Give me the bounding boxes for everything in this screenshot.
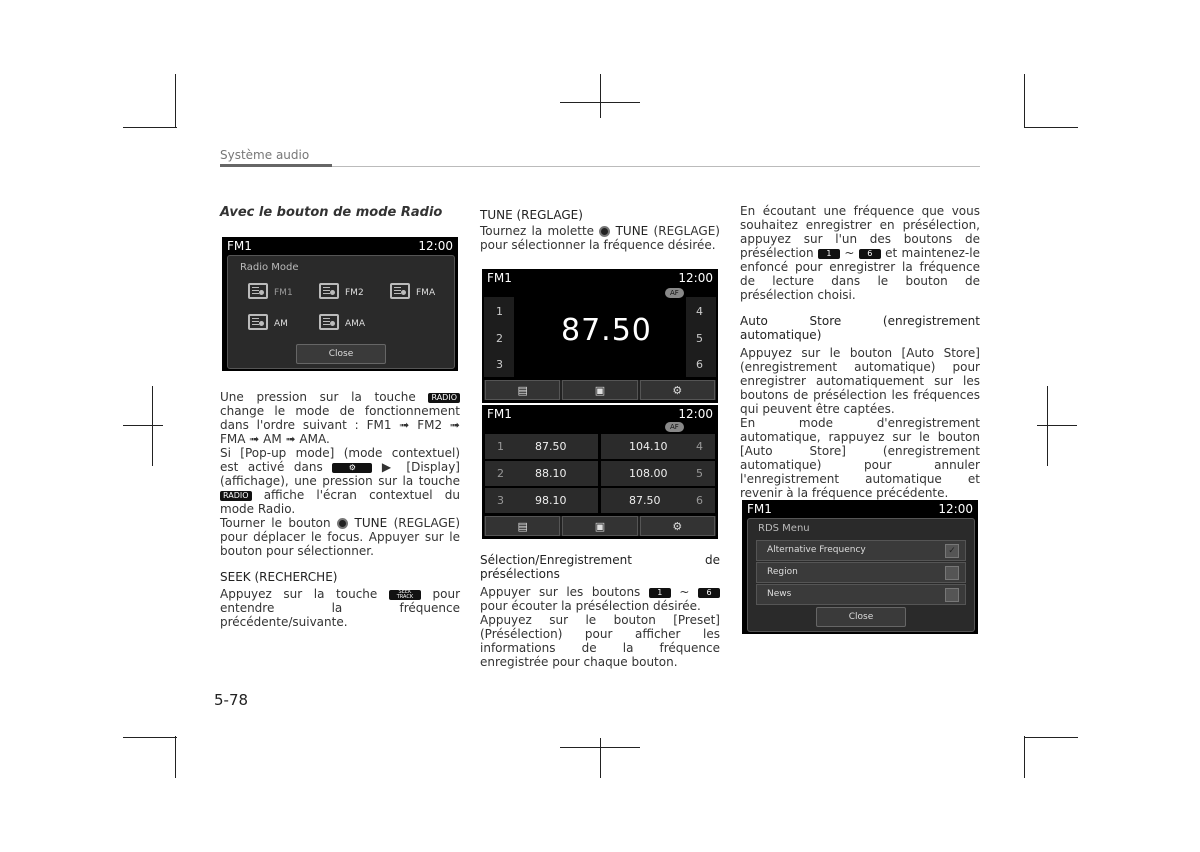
clock: 12:00: [678, 407, 713, 421]
tune-title: TUNE (REGLAGE): [480, 208, 583, 222]
radio-icon[interactable]: [319, 314, 339, 330]
preset-cell[interactable]: [485, 461, 598, 486]
header-rule-accent: [220, 164, 332, 167]
column-2: [480, 208, 720, 252]
radio-icon[interactable]: [319, 283, 339, 299]
preset-cell[interactable]: [601, 434, 715, 459]
text: pour écouter la présélection désirée.: [480, 599, 701, 613]
text: change le mode de fonctionnement dans l'ordre suivant : FM1 ➟ FM2 ➟ FMA ➟ AM ➟ AMA.: [220, 404, 460, 446]
preset-key-6: 6: [698, 588, 720, 598]
band-label: FM1: [487, 407, 512, 421]
crop-mark: [1037, 425, 1077, 426]
preset-frequency: 87.50: [629, 494, 661, 507]
close-button[interactable]: Close: [816, 607, 906, 627]
rds-item-label: Region: [767, 567, 798, 577]
list-icon: ▤: [517, 519, 528, 533]
text: affiche l'écran contextuel du mode Radio.: [220, 488, 460, 516]
mode-ama[interactable]: AMA: [345, 319, 366, 329]
preset-frequency: 98.10: [535, 494, 567, 507]
panel-title: RDS Menu: [758, 523, 810, 534]
preset-6[interactable]: 6: [696, 358, 703, 371]
band-label: FM1: [487, 271, 512, 285]
crop-mark: [600, 74, 601, 118]
column-1: [220, 206, 460, 220]
mode-fm1[interactable]: FM1: [274, 288, 293, 298]
gear-icon: ⚙: [672, 519, 683, 533]
preset-cell[interactable]: [601, 488, 715, 513]
settings-button[interactable]: [640, 380, 715, 400]
text: En écoutant une fréquence que vous souhaitez enregistrer en présélection, appuyez sur l'un des boutons de présélection: [740, 204, 980, 260]
preset-screen: [482, 405, 718, 539]
crop-mark: [123, 425, 163, 426]
radio-icon[interactable]: [248, 314, 268, 330]
checkbox[interactable]: [945, 588, 959, 602]
crop-mark: [1024, 127, 1078, 128]
af-badge: AF: [665, 422, 684, 432]
paragraph: Appuyez sur le bouton [Auto Store] (enregistrement automatique) pour enregistrer automatiquement sur les boutons de présélection les fréquences qui peuvent être captées.: [740, 346, 980, 416]
toolbar: [484, 380, 716, 400]
preset-frequency: 88.10: [535, 467, 567, 480]
rds-item-alternative-frequency[interactable]: [756, 540, 966, 561]
clock: 12:00: [938, 502, 973, 516]
rds-menu-panel: [747, 518, 975, 632]
section-header: Système audio: [220, 148, 310, 162]
mode-am[interactable]: AM: [274, 319, 288, 329]
crop-mark: [123, 127, 177, 128]
radio-icon[interactable]: [248, 283, 268, 299]
crop-mark: [1024, 736, 1025, 778]
paragraph: En mode d'enregistrement automatique, rappuyez sur le bouton [Auto Store] (enregistrement automatique) pour annuler l'enregistrement automatique et revenir à la fréquence précédente.: [740, 416, 980, 500]
crop-mark: [560, 102, 640, 103]
rds-item-news[interactable]: [756, 584, 966, 605]
crop-mark: [600, 738, 601, 778]
preset-list-button[interactable]: [485, 380, 560, 400]
knob-icon: [337, 518, 348, 529]
preset-section-title: Sélection/Enregistrement de présélections: [480, 553, 720, 581]
crop-mark: [1024, 737, 1078, 738]
preset-key-1: 1: [649, 588, 671, 598]
radio-icon: ▣: [594, 519, 606, 533]
clock: 12:00: [678, 271, 713, 285]
tune-label: TUNE: [354, 516, 388, 530]
header-rule: [220, 166, 980, 167]
preset-number: 4: [696, 440, 703, 453]
preset-cell[interactable]: [485, 488, 598, 513]
preset-3[interactable]: 3: [496, 358, 503, 371]
text: Une pression sur la touche: [220, 390, 416, 404]
text: pour entendre la fréquence précédente/suivante.: [220, 587, 460, 629]
setup-key: ⚙: [332, 463, 372, 473]
checkbox[interactable]: ✓: [945, 544, 959, 558]
radio-icon[interactable]: [390, 283, 410, 299]
rds-item-label: Alternative Frequency: [767, 545, 866, 555]
preset-frequency: 108.00: [629, 467, 668, 480]
tune-label: TUNE: [615, 224, 649, 238]
crop-mark: [560, 747, 640, 748]
text: ~: [679, 585, 690, 599]
preset-number: 5: [696, 467, 703, 480]
gear-icon: ⚙: [672, 383, 683, 397]
close-button[interactable]: Close: [296, 344, 386, 364]
clock: 12:00: [418, 239, 453, 253]
mode-fm2[interactable]: FM2: [345, 288, 364, 298]
page-number: 5-78: [214, 691, 249, 709]
auto-store-title: Auto Store (enregistrement automatique): [740, 314, 980, 342]
paragraph: Appuyez sur le bouton [Preset] (Présélection) pour afficher les informations de la fréquence enregistrée pour chaque bouton.: [480, 613, 720, 669]
column-3: [740, 204, 980, 500]
preset-key-1: 1: [818, 249, 840, 259]
text: Appuyez sur la touche: [220, 587, 378, 601]
preset-number: 3: [497, 494, 504, 507]
preset-number: 2: [497, 467, 504, 480]
text: Tourner le bouton: [220, 516, 331, 530]
rds-item-label: News: [767, 589, 792, 599]
checkbox[interactable]: [945, 566, 959, 580]
af-badge: AF: [665, 288, 684, 298]
text: ~: [844, 246, 855, 260]
preset-4[interactable]: 4: [696, 305, 703, 318]
mode-fma[interactable]: FMA: [416, 288, 436, 298]
column-2-text: [480, 553, 720, 669]
preset-frequency: 87.50: [535, 440, 567, 453]
settings-button[interactable]: [640, 516, 715, 536]
toolbar: [484, 516, 716, 536]
radio-key: RADIO: [428, 393, 460, 403]
radio-key: RADIO: [220, 491, 252, 501]
band-label: FM1: [227, 239, 252, 253]
radio-button[interactable]: [562, 380, 637, 400]
preset-number: 6: [696, 494, 703, 507]
list-icon: ▤: [517, 383, 528, 397]
preset-1[interactable]: 1: [496, 305, 503, 318]
radio-mode-panel: [227, 255, 455, 369]
preset-cell[interactable]: [601, 461, 715, 486]
knob-icon: [599, 226, 610, 237]
preset-list-button[interactable]: [485, 516, 560, 536]
seek-track-key: SEEK TRACK: [389, 590, 421, 600]
text: et maintenez-le enfoncé pour enregistrer la fréquence de lecture dans le bouton de présélection choisi.: [740, 246, 980, 302]
rds-menu-screen: [742, 500, 978, 634]
text: Tournez la molette: [480, 224, 595, 238]
seek-title: SEEK (RECHERCHE): [220, 570, 338, 584]
rds-item-region[interactable]: [756, 562, 966, 583]
preset-number: 1: [497, 440, 504, 453]
text: Appuyer sur les boutons: [480, 585, 641, 599]
tune-screen: [482, 269, 718, 403]
column-1-text: [220, 390, 460, 629]
preset-frequency: 104.10: [629, 440, 668, 453]
preset-key-6: 6: [859, 249, 881, 259]
crop-mark: [123, 737, 177, 738]
crop-mark: [175, 736, 176, 778]
text: Si [Pop-up mode] (mode contextuel) est activé dans: [220, 446, 460, 474]
radio-mode-screen: [222, 237, 458, 371]
crop-mark: [152, 386, 153, 466]
preset-2[interactable]: 2: [496, 332, 503, 345]
panel-title: Radio Mode: [240, 262, 299, 273]
crop-mark: [1024, 74, 1025, 128]
radio-button[interactable]: [562, 516, 637, 536]
preset-cell[interactable]: [485, 434, 598, 459]
section-title: Avec le bouton de mode Radio: [220, 205, 443, 220]
text: (REGLAGE) pour sélectionner la fréquence désirée.: [480, 224, 720, 252]
text: ▶ [Display] (affichage), une pression sur la touche: [220, 460, 460, 488]
band-label: FM1: [747, 502, 772, 516]
radio-icon: ▣: [594, 383, 606, 397]
crop-mark: [175, 74, 176, 128]
preset-5[interactable]: 5: [696, 332, 703, 345]
current-frequency: 87.50: [561, 313, 652, 348]
crop-mark: [1047, 386, 1048, 466]
text: (REGLAGE) pour déplacer le focus. Appuyer sur le bouton pour sélectionner.: [220, 516, 460, 558]
